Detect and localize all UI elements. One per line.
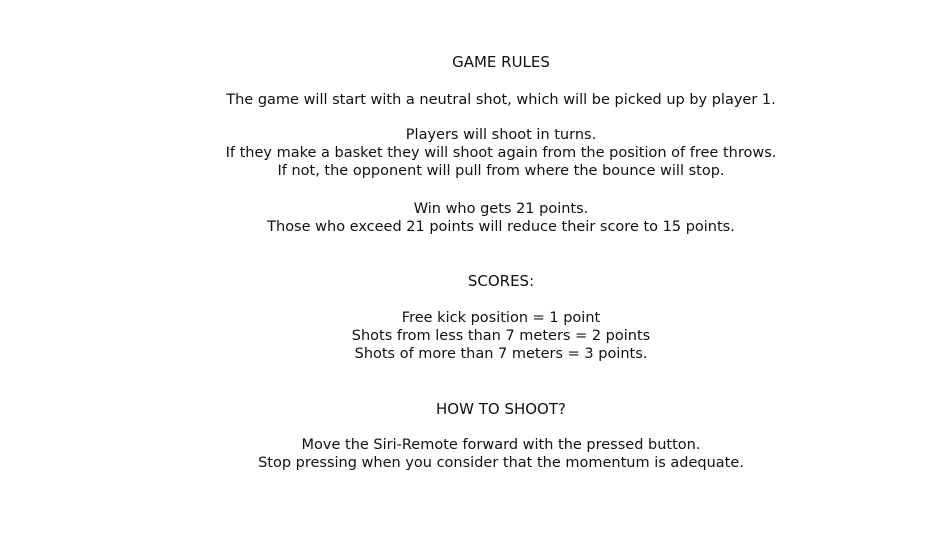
rules-intro	[0, 91, 950, 109]
game-rules-title-text: GAME RULES	[452, 53, 550, 71]
rules-turns-line: If they make a basket they will shoot again from the position of free throws.	[225, 145, 777, 161]
rules-turns-line: If not, the opponent will pull from where the bounce will stop.	[277, 163, 725, 179]
rules-turns-line: Players will shoot in turns.	[405, 127, 597, 143]
game-rules-title	[0, 53, 950, 71]
rules-intro-text: The game will start with a neutral shot, which will be picked up by player 1.	[226, 92, 776, 108]
how-to-shoot-title-text: HOW TO SHOOT?	[436, 400, 566, 418]
shoot-step: Move the Siri-Remote forward with the pressed button.	[301, 437, 701, 453]
shoot-step: Stop pressing when you consider that the momentum is adequate.	[258, 455, 744, 471]
score-item: Shots of more than 7 meters = 3 points.	[354, 346, 648, 362]
how-to-shoot-title	[0, 400, 950, 418]
rules-turns	[0, 126, 950, 180]
score-item: Shots from less than 7 meters = 2 points	[351, 328, 651, 344]
rules-win-line: Those who exceed 21 points will reduce their score to 15 points.	[267, 219, 735, 235]
scores-title-text: SCORES:	[467, 272, 535, 290]
rules-win-line: Win who gets 21 points.	[413, 201, 589, 217]
scores-list	[0, 309, 950, 363]
scores-title	[0, 272, 950, 290]
score-item: Free kick position = 1 point	[401, 310, 601, 326]
rules-win	[0, 200, 950, 236]
how-to-shoot-steps	[0, 436, 950, 472]
